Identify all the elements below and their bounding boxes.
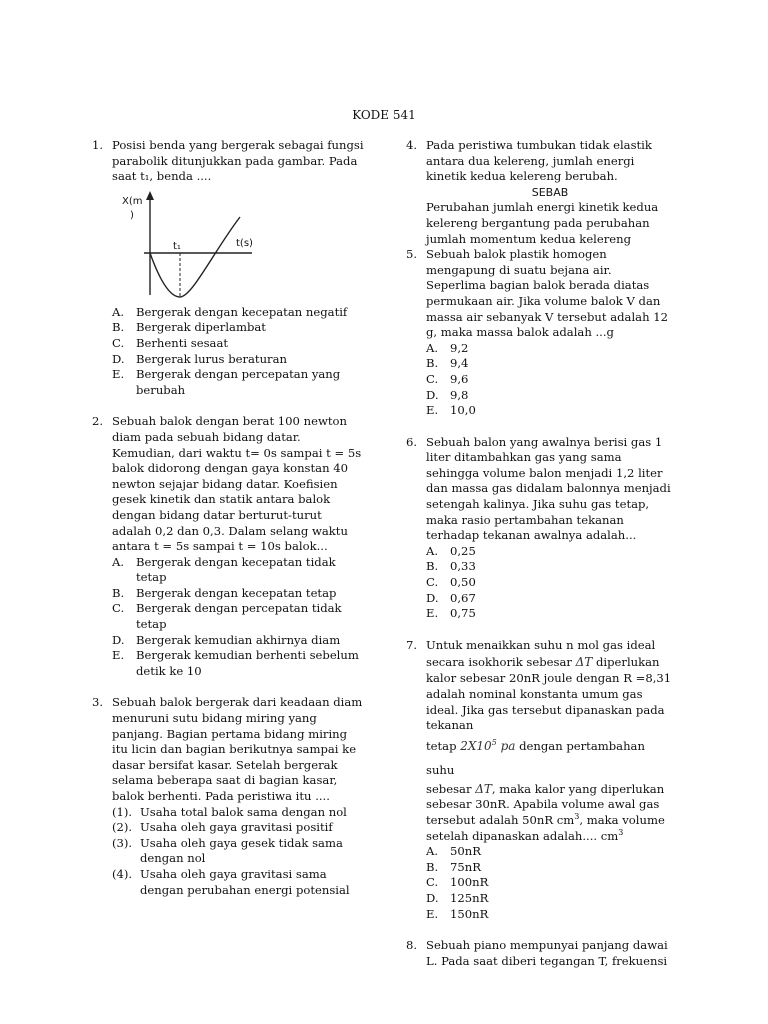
option-c: C. 9,6 <box>426 371 469 386</box>
question-8 <box>406 938 674 969</box>
question-number: 3. <box>92 695 104 710</box>
question-number: 2. <box>92 414 104 429</box>
options-list <box>426 341 674 419</box>
question-text: Pada peristiwa tumbukan tidak elastik antara dua kelereng, jumlah energi kinetik kedua kelereng berubah. <box>426 138 652 184</box>
option-e: E. 10,0 <box>426 403 476 418</box>
question-4 <box>406 138 674 247</box>
option-a: A. 9,2 <box>426 340 469 355</box>
statement-2: (2). Usaha oleh gaya gravitasi positif <box>112 820 333 835</box>
option-d: D. 9,8 <box>426 387 469 402</box>
question-number: 8. <box>406 938 418 953</box>
y-axis-arrow <box>146 191 154 200</box>
statement-4: (4). Usaha oleh gaya gravitasi sama dengan perubahan energi potensial <box>112 866 350 897</box>
question-text: Posisi benda yang bergerak sebagai fungsi parabolik ditunjukkan pada gambar. Pada saat t₁, benda .... <box>112 138 364 184</box>
question-number: 6. <box>406 434 418 449</box>
question-number: 7. <box>406 637 418 652</box>
option-c: C. 100nR <box>426 875 489 890</box>
question-text-line-5: sebesar ΔT, maka kalor yang diperlukan sebesar 30nR. Apabila volume awal gas tersebut adalah 50nR $cm^3$, maka volume setelah dipanaskan adalah.... $cm^3$ <box>426 781 665 843</box>
question-number: 4. <box>406 138 418 152</box>
option-e: E. 150nR <box>426 906 489 921</box>
question-text: Sebuah piano mempunyai panjang dawai L. Pada saat diberi tegangan T, frekuensi <box>426 938 668 968</box>
x-axis-label: t(s) <box>236 237 253 249</box>
question-text: Sebuah balon yang awalnya berisi gas 1 liter ditambahkan gas yang sama sehingga volume balon menjadi 1,2 liter dan massa gas didalam balonnya menjadi setengah kalinya. Jika suhu gas tetap, maka rasio pertambahan tekanan terhadap tekanan awalnya adalah... <box>426 434 671 543</box>
option-a: A. 0,25 <box>426 543 476 558</box>
question-number: 5. <box>406 247 418 262</box>
option-b: B. Bergerak dengan kecepatan tetap <box>112 585 337 600</box>
option-e: E. Bergerak dengan percepatan yang berubah <box>112 367 341 397</box>
question-1 <box>92 138 364 398</box>
option-a: A. Bergerak dengan kecepatan tidak tetap <box>112 554 336 585</box>
statement-3: (3). Usaha oleh gaya gesek tidak sama dengan nol <box>112 835 343 866</box>
option-a: A. Bergerak dengan kecepatan negatif <box>112 304 348 319</box>
option-b: B. 0,33 <box>426 559 476 574</box>
y-axis-label: X(m <box>122 195 143 207</box>
option-c: C. Berhenti sesaat <box>112 335 229 350</box>
option-a: A. 50nR <box>426 844 481 859</box>
question-7 <box>406 638 674 922</box>
page-title: KODE 541 <box>352 108 416 122</box>
question-number: 1. <box>92 138 104 152</box>
statement-1: (1). Usaha total balok sama dengan nol <box>112 804 347 819</box>
option-e: E. Bergerak kemudian berhenti sebelum detik ke 10 <box>112 648 359 678</box>
delta-t-symbol: ΔT <box>575 655 593 670</box>
question-text-line-2: secara isokhorik sebesar ΔT diperlukan <box>426 655 660 670</box>
position-time-graph <box>112 191 262 301</box>
question-6 <box>406 435 674 622</box>
question-2 <box>92 414 364 679</box>
options-list <box>112 555 364 680</box>
option-e: E. 0,75 <box>426 606 476 621</box>
right-column <box>406 138 674 969</box>
question-text-line-3: kalor sebesar 20nR joule dengan R =8,31 adalah nominal konstanta umum gas ideal. Jika gas tersebut dipanaskan pada tekanan <box>426 671 672 733</box>
position-curve <box>150 217 240 297</box>
option-d: D. 0,67 <box>426 590 476 605</box>
option-b: B. 75nR <box>426 859 481 874</box>
question-3 <box>92 695 364 898</box>
option-c: C. 0,50 <box>426 575 476 590</box>
question-text: Sebuah balok bergerak dari keadaan diam menuruni sutu bidang miring yang panjang. Bagian pertama bidang miring itu licin dan bagian berikutnya sampai ke dasar bersifat kasar. Setelah bergerak selama beberapa saat di bagian kasar, balok berhenti. Pada peristiwa itu .... <box>112 695 363 803</box>
question-text-line-1: Untuk menaikkan suhu n mol gas ideal <box>426 637 656 652</box>
question-text: Sebuah balok plastik homogen mengapung di suatu bejana air. Seperlima bagian balok berada diatas permukaan air. Jika volume balok V dan massa air sebanyak V tersebut adalah 12 g, maka massa balok adalah ...g <box>426 247 668 340</box>
question-5 <box>406 247 674 419</box>
y-axis-label-unit: ) <box>130 209 134 221</box>
option-b: B. Bergerak diperlambat <box>112 320 266 335</box>
pressure-value: $2X10^5$ pa <box>460 737 516 753</box>
options-list <box>426 844 674 922</box>
delta-t-symbol: ΔT <box>475 781 492 796</box>
option-c: C. Bergerak dengan percepatan tidak tetap <box>112 601 342 632</box>
option-d: D. Bergerak kemudian akhirnya diam <box>112 632 341 647</box>
left-column <box>92 138 364 898</box>
question-text: Sebuah balok dengan berat 100 newton diam pada sebuah bidang datar. Kemudian, dari waktu t= 0s sampai t = 5s balok didorong dengan gaya konstan 40 newton sejajar bidang datar. Koefisien gesek kinetik dan statik antara balok dengan bidang datar berturut-turut adalah 0,2 dan 0,3. Dalam selang waktu antara t = 5s sampai t = 10s balok... <box>112 414 362 554</box>
question-text-line-4: tetap $2X10^5$ pa dengan pertambahan suhu <box>426 737 645 777</box>
t1-label: t₁ <box>173 240 181 252</box>
reason-text: Perubahan jumlah energi kinetik kedua kelereng bergantung pada perubahan jumlah momentum kedua kelereng <box>426 200 659 246</box>
sebab-label: SEBAB <box>531 185 569 199</box>
option-d: D. Bergerak lurus beraturan <box>112 351 287 366</box>
option-b: B. 9,4 <box>426 356 469 371</box>
statements-list <box>112 805 364 899</box>
option-d: D. 125nR <box>426 890 489 905</box>
options-list <box>426 544 674 622</box>
options-list <box>112 305 364 399</box>
